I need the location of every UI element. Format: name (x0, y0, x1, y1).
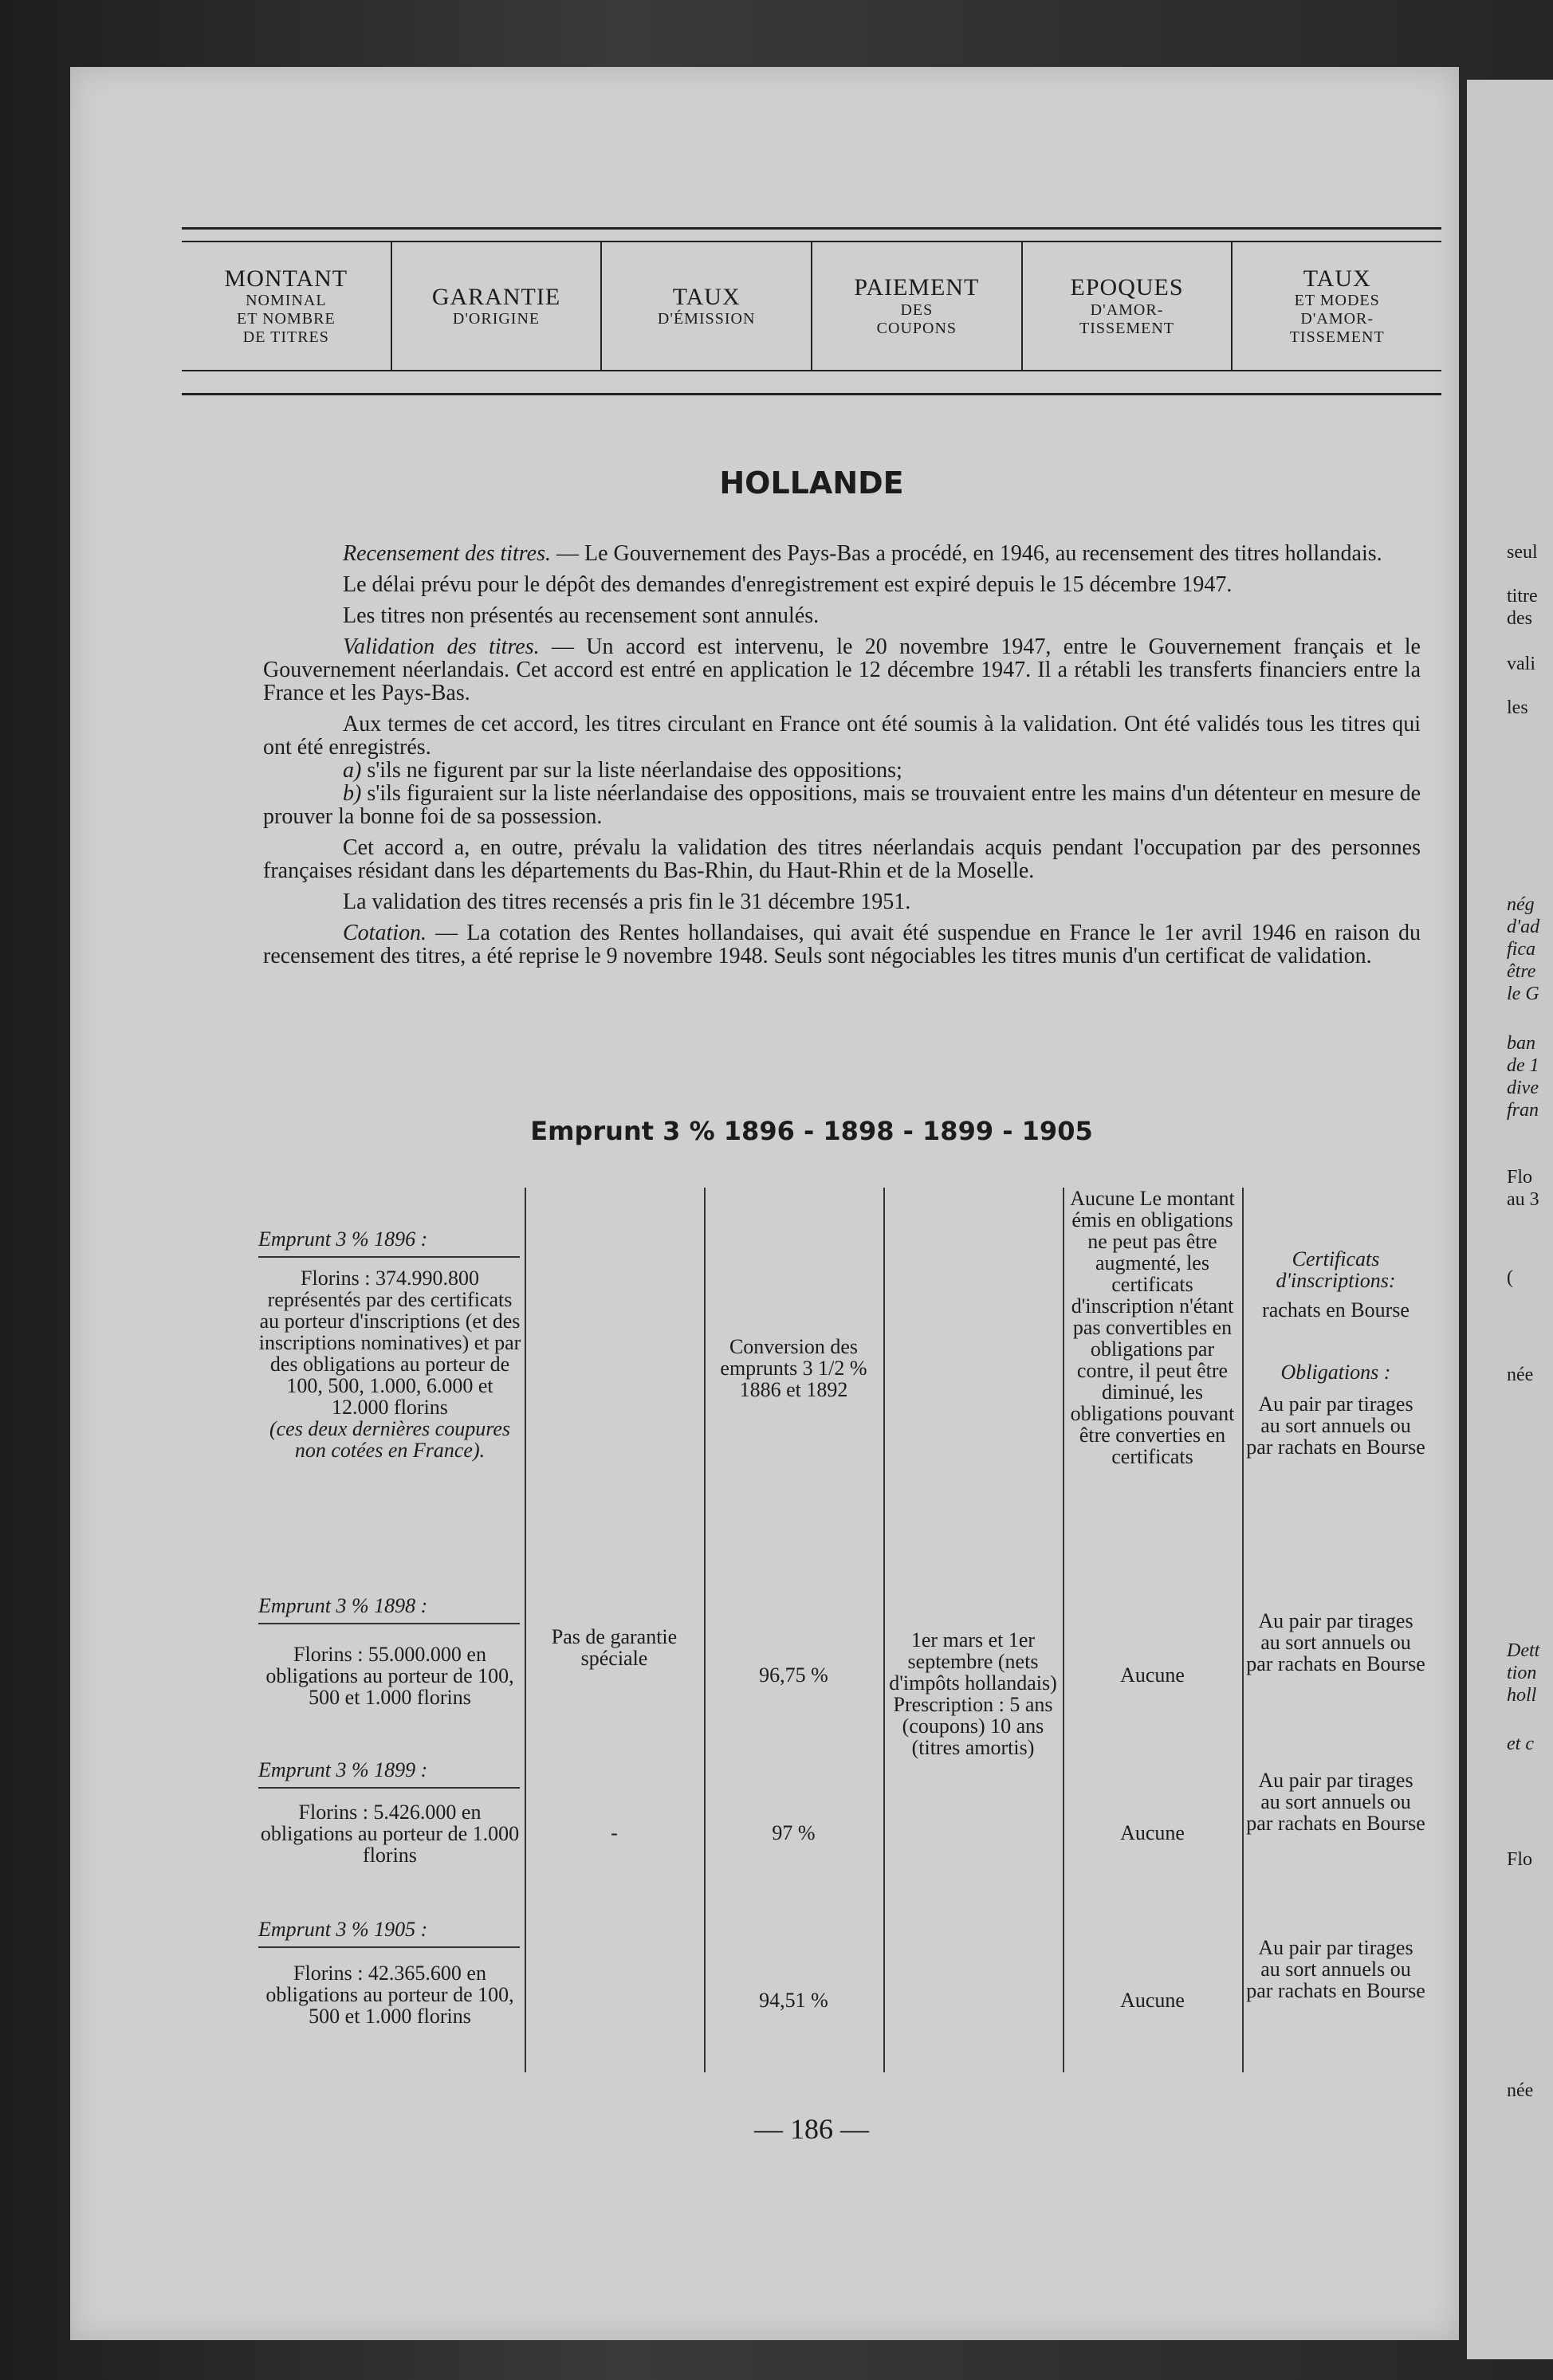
emprunt-1898-modes: Au pair par tirages au sort annuels ou par rachats en Bourse (1246, 1609, 1425, 1675)
header-subtitle: DES (900, 300, 934, 319)
description-note: (ces deux dernières coupures non cotées en France). (269, 1417, 511, 1462)
fragment: d'ad (1507, 917, 1540, 937)
obligations-mode: Au pair par tirages au sort annuels ou par rachats en Bourse (1246, 1392, 1425, 1459)
paragraph-lead: Cotation. (343, 921, 427, 945)
label-rule (258, 1946, 520, 1948)
header-title: MONTANT (224, 265, 348, 292)
emprunt-1905-description: Florins : 42.365.600 en obligations au porteur de 100, 500 et 1.000 florins (265, 1962, 514, 2028)
fragment: née (1507, 2080, 1534, 2101)
label-rule (258, 1787, 520, 1789)
paragraph: Les titres non présentés au recensement sont annulés. (343, 603, 820, 628)
emprunt-1896-epoques: Aucune Le montant émis en obligations ne peut pas être augmenté, les certificats d'inscription n'étant pas convertibles en obligations par contre, il peut être diminué, les obligations pouvant être converties en certificats (1070, 1187, 1235, 1468)
header-title: TAUX (1303, 265, 1371, 292)
item-text: s'ils ne figurent par sur la liste néerlandaise des oppositions; (361, 758, 902, 783)
fragment: fica (1507, 939, 1535, 960)
header-title: EPOQUES (1070, 274, 1184, 301)
header-subtitle: COUPONS (876, 319, 957, 337)
description-text: Florins : 374.990.800 représentés par des certificats au porteur d'inscriptions (et des inscriptions nominatives) et par des obligations au porteur de 100, 500, 1.000, 6.000 et 12.000 florins (258, 1267, 521, 1419)
emprunt-1898-taux: 96,75 % (759, 1663, 828, 1687)
paragraph (263, 635, 1421, 705)
emprunt-table (254, 1188, 1425, 2072)
column-rule (883, 1188, 885, 2072)
fragment: Dett (1507, 1640, 1540, 1661)
column-rule (525, 1188, 526, 2072)
column-rule (1242, 1188, 1244, 2072)
header-subtitle: ET MODES (1294, 292, 1380, 310)
fragment: holl (1507, 1685, 1537, 1706)
paragraph: Aux termes de cet accord, les titres circulant en France ont été soumis à la validation. Ont été validés tous les titres qui ont été enregistrés. (263, 712, 1421, 760)
emprunt-1899-taux: 97 % (772, 1821, 816, 1844)
paragraph: La validation des titres recensés a pris fin le 31 décembre 1951. (343, 890, 911, 914)
fragment: être (1507, 961, 1536, 982)
emprunt-1899-modes: Au pair par tirages au sort annuels ou par rachats en Bourse (1246, 1769, 1425, 1835)
header-taux-emission (602, 242, 812, 370)
header-subtitle: ET NOMBRE (237, 310, 336, 328)
emprunt-1896-label: Emprunt 3 % 1896 : (258, 1227, 428, 1251)
header-epoques (1023, 242, 1233, 370)
paragraph-text: — Un accord est intervenu, le 20 novembre 1947, entre le Gouvernement français et le Gouvernement néerlandais. Cet accord est entré en application le 12 décembre 1947. Il a rétabli les transferts financiers entre la France et les Pays-Bas. (263, 634, 1421, 705)
header-montant (182, 242, 392, 370)
fragment: fran (1507, 1100, 1539, 1121)
header-subtitle: D'ÉMISSION (657, 310, 756, 328)
fragment: et c (1507, 1734, 1534, 1754)
header-subtitle: D'AMOR- (1300, 310, 1374, 328)
paragraph-item-a (263, 759, 1421, 782)
fragment: nég (1507, 894, 1535, 915)
fragment: dive (1507, 1078, 1539, 1098)
paragraph-text: — Le Gouvernement des Pays-Bas a procédé, en 1946, au recensement des titres hollandais. (550, 541, 1382, 566)
header-paiement (812, 242, 1023, 370)
item-text: s'ils figuraient sur la liste néerlandaise des oppositions, mais se trouvaient entre les mains d'un détenteur en mesure de prouver la bonne foi de sa possession. (263, 781, 1421, 829)
fragment: tion (1507, 1663, 1537, 1683)
certificats-mode: rachats en Bourse (1262, 1298, 1409, 1322)
column-rule (1063, 1188, 1064, 2072)
header-subtitle: D'ORIGINE (452, 310, 541, 328)
emprunt-1898-label: Emprunt 3 % 1898 : (258, 1594, 428, 1617)
fragment: le G (1507, 984, 1539, 1004)
section-title: HOLLANDE (719, 465, 904, 501)
emprunt-1899-description: Florins : 5.426.000 en obligations au porteur de 1.000 florins (260, 1801, 520, 1867)
label-rule (258, 1623, 520, 1624)
fragment: titre (1507, 586, 1538, 607)
emprunt-1905-modes: Au pair par tirages au sort annuels ou par rachats en Bourse (1246, 1936, 1425, 2002)
paragraph (263, 921, 1421, 968)
emprunt-1905-epoques: Aucune (1120, 1989, 1185, 2012)
paragraph-text: — La cotation des Rentes hollandaises, qui avait été suspendue en France le 1er avril 1946 en raison du recensement des titres, a été reprise le 9 novembre 1948. Seuls sont négociables les titres munis d'un certificat de validation. (263, 921, 1421, 968)
fragment: seul (1507, 542, 1538, 563)
emprunt-1899-label: Emprunt 3 % 1899 : (258, 1758, 428, 1781)
header-title: PAIEMENT (854, 274, 980, 301)
emprunt-1899-epoques: Aucune (1120, 1821, 1185, 1844)
header-subtitle: NOMINAL (246, 292, 327, 310)
obligations-label: Obligations : (1280, 1361, 1391, 1384)
paragraph-lead: Validation des titres. (343, 634, 540, 659)
paragraph: Le délai prévu pour le dépôt des demandes d'enregistrement est expiré depuis le 15 décembre 1947. (343, 572, 1233, 597)
body-text (263, 542, 1421, 976)
header-title: TAUX (672, 283, 741, 310)
emprunt-1898-epoques: Aucune (1120, 1663, 1185, 1687)
paiement-value: 1er mars et 1er septembre (nets d'impôts hollandais) Prescription : 5 ans (coupons) 10 ans (titres amortis) (889, 1628, 1057, 1759)
fragment: des (1507, 608, 1532, 629)
item-letter: b) (343, 781, 362, 806)
paragraph (263, 542, 1421, 565)
adjacent-page-fragment (1467, 80, 1553, 2359)
fragment: Flo (1507, 1849, 1533, 1870)
header-garantie (392, 242, 603, 370)
item-letter: a) (343, 758, 362, 783)
column-rule (704, 1188, 706, 2072)
fragment: Flo (1507, 1167, 1533, 1188)
emprunt-title: Emprunt 3 % 1896 - 1898 - 1899 - 1905 (530, 1116, 1093, 1146)
fragment: vali (1507, 654, 1535, 674)
certificats-label: Certificats d'inscriptions: (1276, 1247, 1396, 1292)
emprunt-1899-garantie: - (611, 1821, 618, 1844)
emprunt-1905-label: Emprunt 3 % 1905 : (258, 1918, 428, 1941)
page-number: — 186 — (754, 2113, 869, 2145)
emprunt-1898-description: Florins : 55.000.000 en obligations au porteur de 100, 500 et 1.000 florins (265, 1643, 514, 1709)
fragment: ban (1507, 1033, 1535, 1054)
paragraph-item-b (263, 782, 1421, 828)
header-title: GARANTIE (431, 283, 561, 310)
header-taux-modes (1233, 242, 1441, 370)
label-rule (258, 1256, 520, 1258)
emprunt-1896-description (258, 1267, 521, 1461)
fragment: au 3 (1507, 1189, 1539, 1210)
header-subtitle: D'AMOR- (1090, 300, 1164, 319)
fragment: les (1507, 697, 1528, 718)
header-subtitle: DE TITRES (242, 328, 329, 347)
column-header-table (182, 227, 1441, 395)
paragraph-lead: Recensement des titres. (343, 541, 551, 566)
garantie-value: Pas de garantie spéciale (551, 1625, 678, 1670)
fragment: ( (1507, 1267, 1513, 1288)
header-subtitle: TISSEMENT (1289, 328, 1385, 347)
fragment: de 1 (1507, 1055, 1539, 1076)
fragment: née (1507, 1365, 1534, 1385)
emprunt-1896-taux: Conversion des emprunts 3 1/2 % 1886 et 1892 (720, 1335, 867, 1401)
paragraph: Cet accord a, en outre, prévalu la validation des titres néerlandais acquis pendant l'occupation par des personnes françaises résidant dans les départements du Bas-Rhin, du Haut-Rhin et de la Moselle. (263, 835, 1421, 883)
emprunt-1905-taux: 94,51 % (759, 1989, 828, 2012)
header-subtitle: TISSEMENT (1079, 319, 1175, 337)
